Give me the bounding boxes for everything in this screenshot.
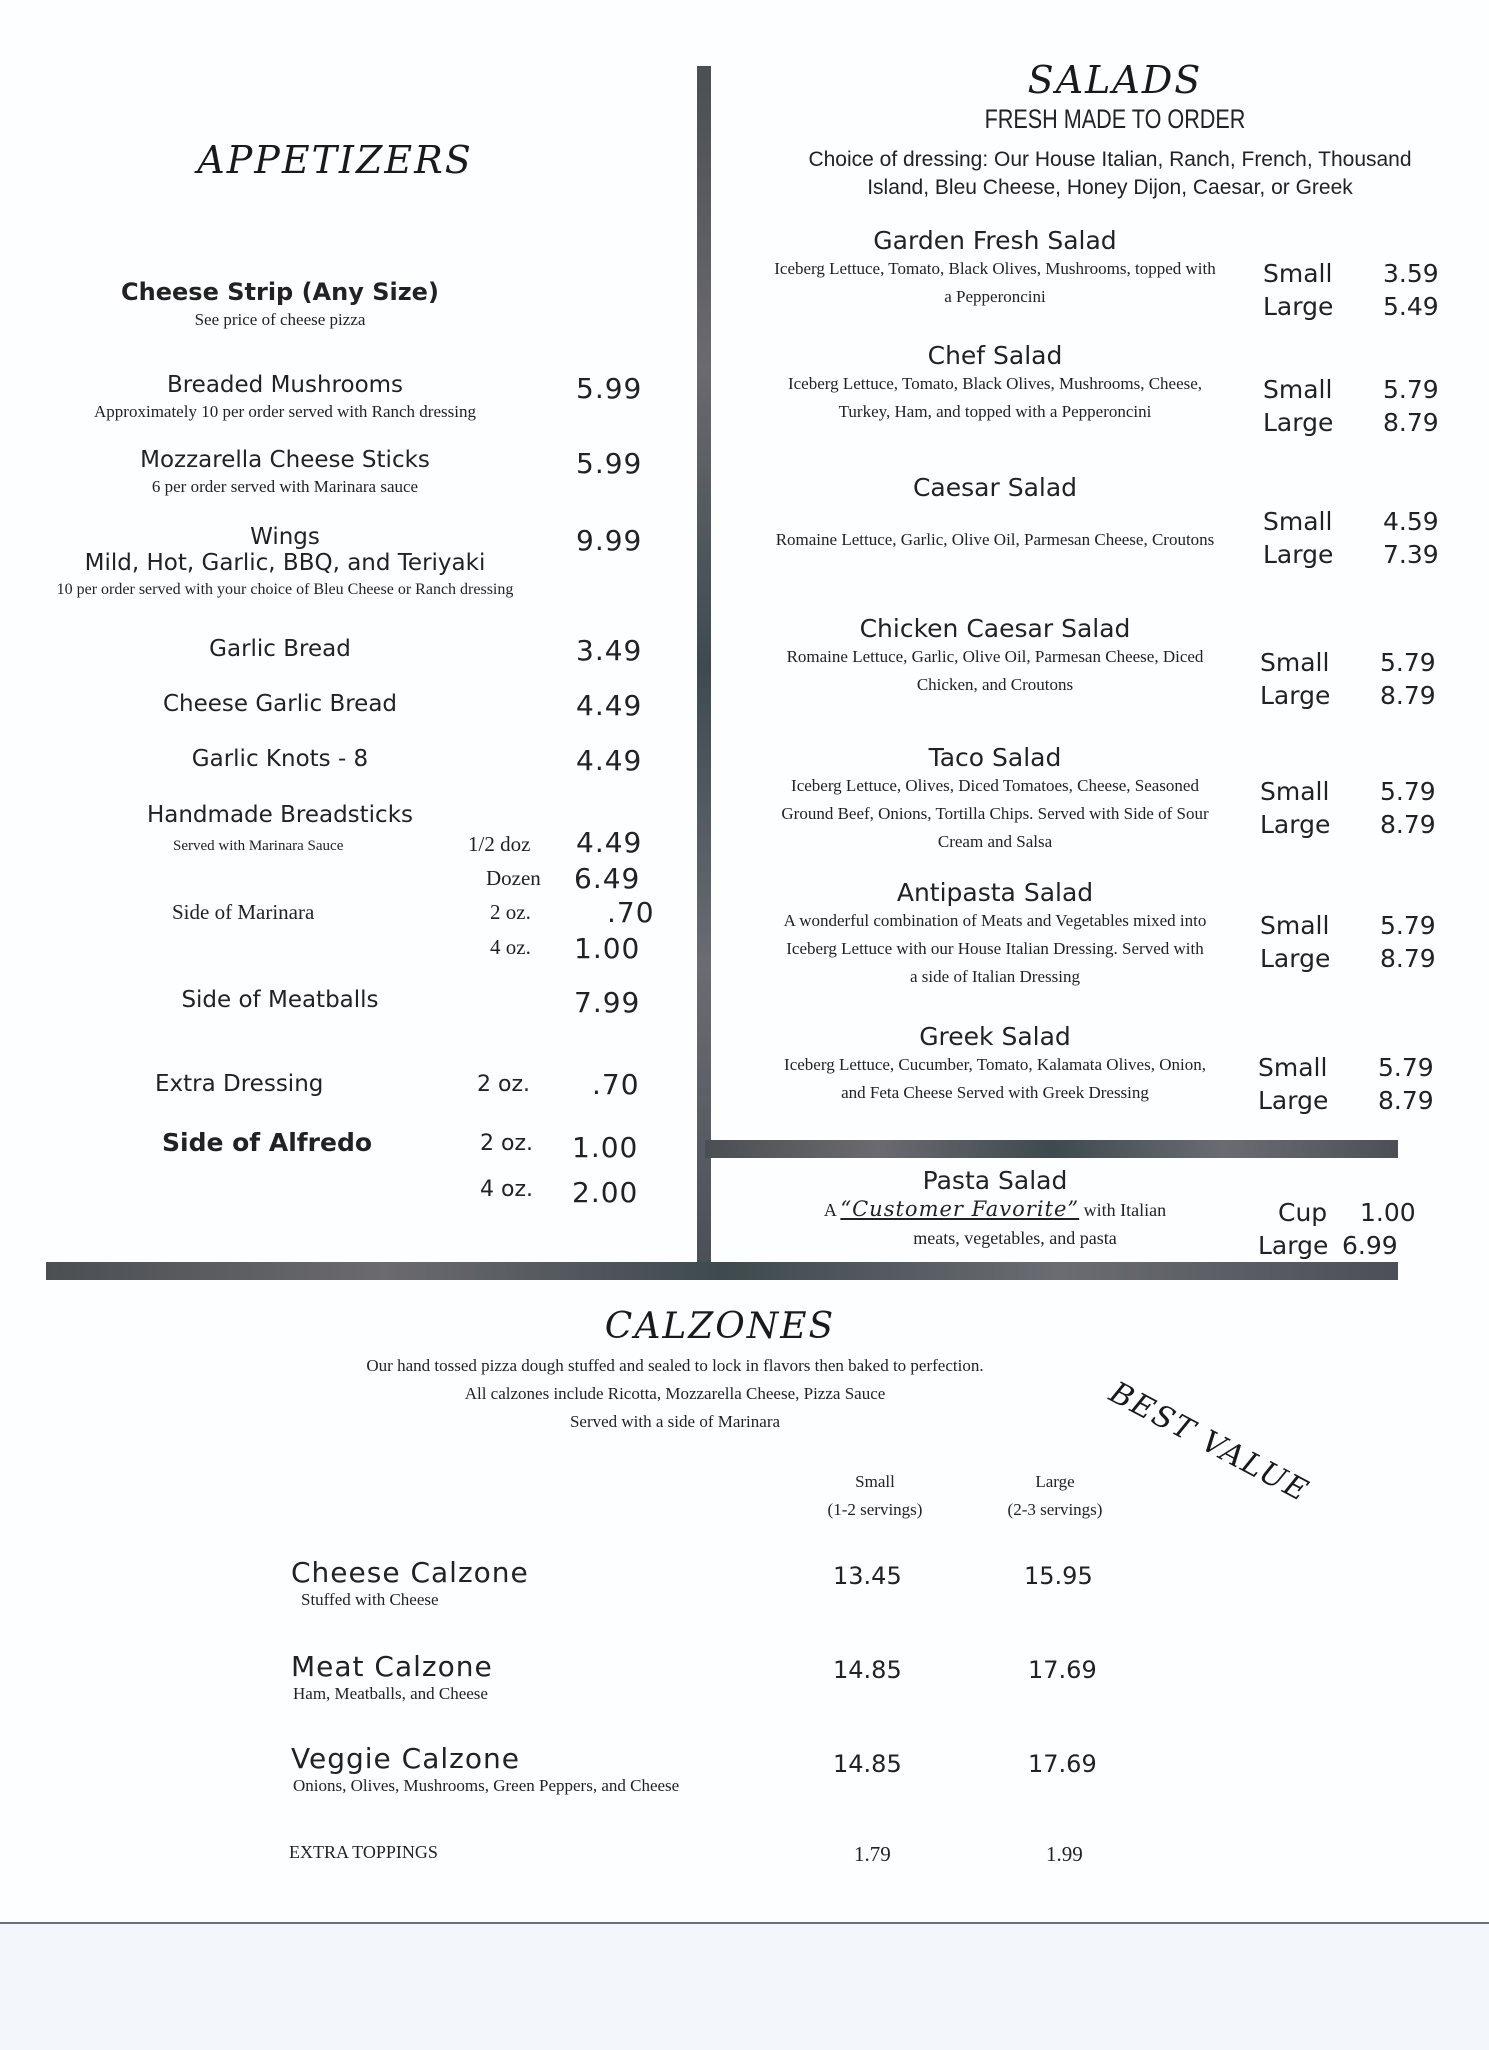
salad-prices	[1258, 1196, 1416, 1262]
desc-line: Served with a side of Marinara	[569, 1412, 781, 1431]
salad-desc: Romaine Lettuce, Garlic, Olive Oil, Parmesan Cheese, Diced	[786, 647, 1204, 666]
salad-name: Caesar Salad	[912, 473, 1078, 502]
size-label: Small	[1258, 1053, 1328, 1082]
small-price: 14.85	[833, 1750, 902, 1778]
salad-name: Pasta Salad	[922, 1166, 1068, 1195]
extra-large-price: 1.99	[1046, 1842, 1083, 1866]
header: Large	[1035, 1472, 1075, 1491]
salad-name: Antipasta Salad	[896, 878, 1094, 907]
size-label: Small	[1260, 648, 1330, 677]
large-column-header	[990, 1468, 1120, 1524]
salad-desc: Iceberg Lettuce with our House Italian Dressing. Served with	[786, 939, 1204, 958]
calzones-description	[300, 1352, 1050, 1436]
salad-desc: and Feta Cheese Served with Greek Dressing	[841, 1083, 1149, 1102]
price: 5.49	[1383, 292, 1439, 321]
item-name: Cheese Strip (Any Size)	[121, 278, 439, 306]
salad-desc: A wonderful combination of Meats and Vegetables mixed into	[783, 911, 1207, 930]
salad-desc: Iceberg Lettuce, Tomato, Black Olives, Mushrooms, topped with	[774, 259, 1216, 278]
small-price: 14.85	[833, 1656, 902, 1684]
price: 4.49	[576, 689, 643, 722]
header-sub: (1-2 servings)	[827, 1500, 923, 1519]
calzone-desc: Stuffed with Cheese	[301, 1590, 439, 1609]
size: Dozen	[486, 866, 541, 890]
calzone-cheese	[291, 1556, 529, 1611]
calzone-meat	[291, 1650, 493, 1705]
salad-desc: Chicken, and Croutons	[916, 675, 1074, 694]
item-name: Breaded Mushrooms	[166, 372, 404, 398]
size-label: Large	[1263, 540, 1334, 569]
item-desc: Served with Marinara Sauce	[173, 838, 344, 854]
price: 5.99	[576, 372, 643, 405]
salad-caesar	[760, 473, 1230, 554]
appetizer-garlic-bread: Garlic Bread	[209, 636, 351, 662]
salad-desc: meats, vegetables, and pasta	[913, 1228, 1117, 1248]
size-label: Large	[1263, 408, 1334, 437]
size: 2 oz.	[490, 900, 531, 924]
salad-desc: a Pepperoncini	[944, 287, 1046, 306]
extra-small-price: 1.79	[854, 1842, 891, 1866]
size-label: Small	[1263, 375, 1333, 404]
salad-desc: Iceberg Lettuce, Tomato, Black Olives, Mushrooms, Cheese,	[787, 374, 1203, 393]
appetizer-side-meatballs: Side of Meatballs	[181, 987, 379, 1013]
price: 1.00	[572, 1131, 639, 1164]
extra-toppings-label: EXTRA TOPPINGS	[289, 1842, 438, 1862]
size: 4 oz.	[490, 935, 531, 959]
salad-desc: Ground Beef, Onions, Tortilla Chips. Served with Side of Sour	[781, 804, 1209, 823]
desc-line: Our hand tossed pizza dough stuffed and sealed to lock in flavors then baked to perfection.	[366, 1356, 984, 1375]
salad-name: Chef Salad	[927, 341, 1063, 370]
center-divider	[697, 66, 711, 1266]
salad-chicken-caesar	[760, 614, 1230, 699]
salads-title: SALADS	[1027, 58, 1203, 102]
large-price: 17.69	[1028, 1656, 1097, 1684]
salad-antipasta	[760, 878, 1230, 991]
size: 2 oz.	[480, 1131, 533, 1156]
price: 5.79	[1383, 375, 1439, 404]
price: .70	[607, 896, 655, 929]
calzone-desc: Ham, Meatballs, and Cheese	[293, 1684, 488, 1703]
calzone-veggie	[291, 1742, 679, 1797]
item-desc: See price of cheese pizza	[194, 310, 366, 329]
item-desc: 6 per order served with Marinara sauce	[151, 477, 419, 496]
desc-text: with Italian	[1079, 1200, 1167, 1220]
price: 5.79	[1378, 1053, 1434, 1082]
size: 4 oz.	[480, 1177, 533, 1202]
salad-taco	[760, 743, 1230, 856]
salad-desc: Iceberg Lettuce, Olives, Diced Tomatoes, Cheese, Seasoned	[791, 776, 1199, 795]
customer-favorite: “Customer Favorite”	[840, 1197, 1080, 1221]
appetizer-cheese-strip	[80, 278, 480, 334]
price: 8.79	[1380, 681, 1436, 710]
appetizer-wings	[40, 524, 530, 604]
salad-chef	[760, 341, 1230, 426]
large-price: 17.69	[1028, 1750, 1097, 1778]
salad-prices	[1263, 257, 1439, 323]
large-price: 15.95	[1024, 1562, 1093, 1590]
size-label: Small	[1260, 911, 1330, 940]
size-label: Small	[1263, 507, 1333, 536]
price: 3.49	[576, 634, 643, 667]
salad-greek	[760, 1022, 1230, 1107]
appetizer-side-marinara: Side of Marinara	[172, 900, 315, 924]
appetizer-side-alfredo: Side of Alfredo	[162, 1128, 373, 1157]
header: Small	[855, 1472, 895, 1491]
price: 4.59	[1383, 507, 1439, 536]
price: 2.00	[572, 1176, 639, 1209]
salad-prices	[1260, 775, 1436, 841]
price: 5.79	[1380, 777, 1436, 806]
price: 7.99	[574, 986, 641, 1019]
salad-desc: Turkey, Ham, and topped with a Pepperoncini	[838, 402, 1152, 421]
price: 8.79	[1380, 810, 1436, 839]
appetizer-mozzarella	[60, 447, 510, 501]
salad-desc	[760, 1195, 1230, 1224]
price: 5.99	[576, 447, 643, 480]
appetizer-breadsticks	[80, 802, 480, 828]
desc-text: A	[823, 1200, 841, 1220]
bottom-divider	[46, 1262, 1398, 1280]
calzone-name: Veggie Calzone	[291, 1742, 520, 1775]
price: 8.79	[1378, 1086, 1434, 1115]
page-bottom-edge	[0, 1922, 1489, 2050]
pasta-top-divider	[705, 1140, 1398, 1158]
salad-prices	[1260, 909, 1436, 975]
calzones-title: CALZONES	[604, 1306, 836, 1347]
price: 8.79	[1383, 408, 1439, 437]
appetizer-garlic-knots: Garlic Knots - 8	[191, 746, 369, 772]
item-desc: Approximately 10 per order served with Ranch dressing	[94, 402, 476, 421]
wing-flavors: Mild, Hot, Garlic, BBQ, and Teriyaki	[84, 550, 486, 576]
price: 9.99	[576, 524, 643, 557]
salad-prices	[1263, 505, 1439, 571]
salad-prices	[1260, 646, 1436, 712]
size-label: Large	[1260, 810, 1331, 839]
price: .70	[592, 1068, 640, 1101]
price: 5.79	[1380, 911, 1436, 940]
size-label: Small	[1260, 777, 1330, 806]
salad-prices	[1258, 1051, 1434, 1117]
appetizer-mushrooms	[60, 372, 510, 426]
salad-name: Chicken Caesar Salad	[859, 614, 1131, 643]
size-label: Large	[1263, 292, 1334, 321]
size: 1/2 doz	[468, 832, 531, 856]
appetizers-title: APPETIZERS	[197, 138, 473, 182]
item-name: Wings	[250, 524, 320, 550]
price: 1.00	[574, 932, 641, 965]
size-label: Large	[1258, 1086, 1329, 1115]
appetizer-cheese-garlic-bread: Cheese Garlic Bread	[162, 691, 398, 717]
header-sub: (2-3 servings)	[1007, 1500, 1103, 1519]
item-name: Mozzarella Cheese Sticks	[140, 447, 430, 473]
size-label: Cup	[1278, 1198, 1328, 1227]
salad-desc: Cream and Salsa	[937, 832, 1053, 851]
salad-name: Taco Salad	[928, 743, 1062, 772]
price: 7.39	[1383, 540, 1439, 569]
desc-line: All calzones include Ricotta, Mozzarella Cheese, Pizza Sauce	[464, 1384, 886, 1403]
salad-prices	[1263, 373, 1439, 439]
salad-pasta	[760, 1166, 1230, 1252]
salad-name: Greek Salad	[919, 1022, 1071, 1051]
best-value-badge: BEST VALUE	[1103, 1375, 1315, 1510]
salad-desc: a side of Italian Dressing	[910, 967, 1080, 986]
dressing-line: Island, Bleu Cheese, Honey Dijon, Caesar, or Greek	[867, 176, 1353, 199]
small-column-header	[810, 1468, 940, 1524]
calzone-desc: Onions, Olives, Mushrooms, Green Peppers, and Cheese	[293, 1776, 680, 1795]
size-label: Small	[1263, 259, 1333, 288]
price: 4.49	[576, 744, 643, 777]
appetizer-extra-dressing: Extra Dressing	[155, 1071, 324, 1097]
item-name: Handmade Breadsticks	[146, 802, 414, 828]
size-label: Large	[1260, 681, 1331, 710]
size: 2 oz.	[477, 1072, 530, 1097]
price: 6.99	[1342, 1231, 1398, 1260]
size-label: Large	[1258, 1231, 1329, 1260]
price: 3.59	[1383, 259, 1439, 288]
salads-subtitle: FRESH MADE TO ORDER	[984, 104, 1246, 134]
price: 6.49	[574, 862, 641, 895]
salad-garden-fresh	[760, 226, 1230, 311]
calzone-name: Meat Calzone	[291, 1650, 493, 1683]
dressing-line: Choice of dressing: Our House Italian, Ranch, French, Thousand	[808, 148, 1412, 171]
price: 1.00	[1360, 1198, 1416, 1227]
salad-name: Garden Fresh Salad	[873, 226, 1117, 255]
price: 5.79	[1380, 648, 1436, 677]
size-label: Large	[1260, 944, 1331, 973]
salads-dressing-note	[750, 146, 1470, 202]
salad-desc: Romaine Lettuce, Garlic, Olive Oil, Parmesan Cheese, Croutons	[775, 530, 1215, 549]
small-price: 13.45	[833, 1562, 902, 1590]
item-desc: 10 per order served with your choice of Bleu Cheese or Ranch dressing	[56, 581, 514, 598]
calzone-name: Cheese Calzone	[291, 1556, 529, 1589]
price: 4.49	[576, 826, 643, 859]
salad-desc: Iceberg Lettuce, Cucumber, Tomato, Kalamata Olives, Onion,	[784, 1055, 1206, 1074]
price: 8.79	[1380, 944, 1436, 973]
